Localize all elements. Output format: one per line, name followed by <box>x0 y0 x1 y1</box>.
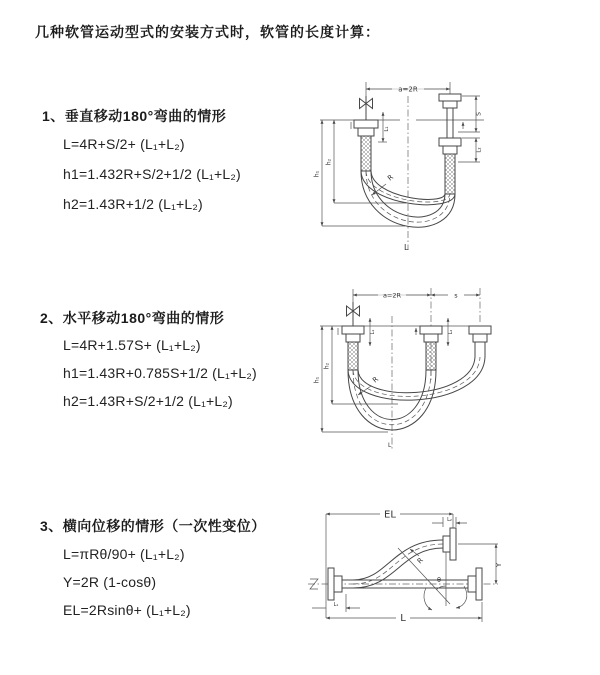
dim-label-r: R <box>371 375 381 385</box>
dim-label-s: s <box>454 291 458 300</box>
right-fitting <box>469 326 491 357</box>
dim-label-r: R <box>415 556 425 566</box>
dim-label-l2: L₂ <box>476 147 483 153</box>
diagram-horizontal-180-bend <box>308 282 598 457</box>
middle-fitting <box>420 326 442 370</box>
diagram-vertical-180-bend <box>308 76 598 256</box>
dim-label-L: L <box>400 613 406 624</box>
dim-l2 <box>458 138 483 162</box>
dim-label-l1: L₁ <box>333 602 339 608</box>
dim-label-h1: h₁ <box>313 170 321 178</box>
dim-a2r <box>366 82 450 96</box>
dim-label-r: R <box>386 173 396 183</box>
left-fitting <box>342 326 364 370</box>
dim-label-y: Y <box>495 562 503 568</box>
valve-icon <box>347 302 360 326</box>
dim-label-h1: h₁ <box>313 376 321 384</box>
dim-label-L: L <box>388 442 392 449</box>
dim-label-l2: L₂ <box>448 329 454 335</box>
dim-label-theta: θ <box>437 576 441 584</box>
dim-label-h2: h₂ <box>325 158 333 166</box>
section-1-formula-h1: h1=1.432R+S/2+1/2 (L₁+L₂) <box>63 166 241 182</box>
dim-s <box>458 96 483 132</box>
dim-label-l1: L₁ <box>370 329 376 335</box>
dim-l1 <box>312 594 360 612</box>
dim-label-a2r: a=2R <box>382 291 402 300</box>
dim-label-l2: L₂ <box>447 517 452 523</box>
dim-l <box>326 602 482 624</box>
section-3-formula-L: L=πRθ/90+ (L₁+L₂) <box>63 546 185 562</box>
dim-label-l1: L₁ <box>384 126 390 132</box>
section-1-formula-L: L=4R+S/2+ (L₁+L₂) <box>63 136 185 152</box>
dim-s <box>431 292 480 300</box>
section-1-formula-h2: h2=1.43R+1/2 (L₁+L₂) <box>63 196 203 212</box>
section-1-heading: 1、垂直移动180°弯曲的情形 <box>42 108 227 124</box>
diagram-lateral-displacement <box>298 496 598 656</box>
dim-label-h2: h₂ <box>323 362 331 370</box>
dim-l1 <box>378 112 390 142</box>
section-2-formula-h2: h2=1.43R+S/2+1/2 (L₁+L₂) <box>63 393 233 409</box>
dim-label-a2r: a=2R <box>398 85 418 94</box>
section-3-formula-EL: EL=2Rsinθ+ (L₁+L₂) <box>63 602 191 618</box>
dim-a2r <box>353 289 431 302</box>
dim-el <box>326 510 453 619</box>
dim-l2 <box>448 318 454 346</box>
hose-s-curve <box>353 540 443 588</box>
section-2-formula-h1: h1=1.43R+0.785S+1/2 (L₁+L₂) <box>63 365 257 381</box>
valve-icon <box>360 96 373 120</box>
page-title: 几种软管运动型式的安装方式时，软管的长度计算： <box>35 24 380 40</box>
right-fitting <box>439 94 461 194</box>
section-3-heading: 3、横向位移的情形（一次性变位） <box>40 518 266 534</box>
upper-flange <box>443 528 456 560</box>
section-2-formula-L: L=4R+1.57S+ (L₁+L₂) <box>63 337 201 353</box>
dim-label-L: L <box>404 243 409 252</box>
dim-label-s: S <box>475 112 483 116</box>
section-2-heading: 2、水平移动180°弯曲的情形 <box>40 310 225 326</box>
left-fitting <box>354 120 378 171</box>
section-3-formula-Y: Y=2R (1-cosθ) <box>63 574 157 590</box>
dim-label-el: EL <box>384 509 396 521</box>
dim-l1 <box>370 318 376 346</box>
dim-l2 <box>432 517 467 527</box>
hose-u-bends <box>348 357 485 430</box>
